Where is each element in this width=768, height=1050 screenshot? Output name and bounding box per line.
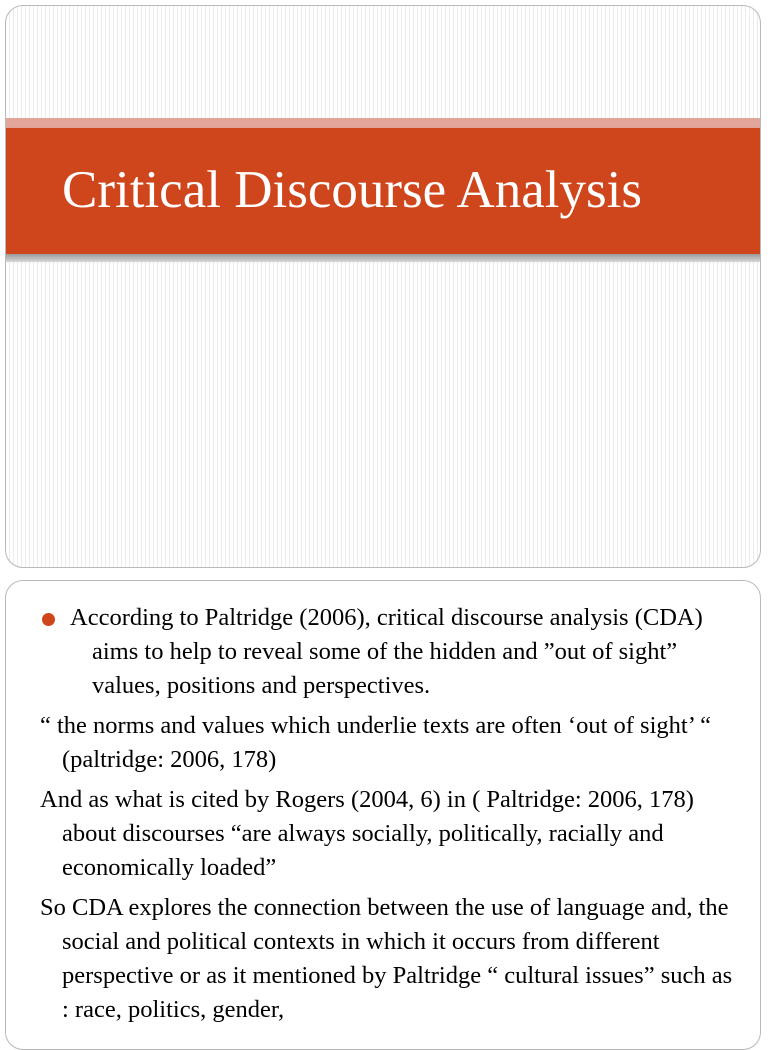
title-band-shadow <box>6 254 760 262</box>
paragraph-text: According to Paltridge (2006), critical discourse analysis (CDA) aims to help to reveal some of the hidden and ”out of sight” values, positions and perspectives. <box>70 604 703 699</box>
citation-paragraph: And as what is cited by Rogers (2004, 6) in ( Paltridge: 2006, 178) about discourses “are always socially, politically, racially and economically loaded” <box>40 786 694 881</box>
quote-paragraph: “ the norms and values which underlie texts are often ‘out of sight’ “ (paltridge: 2006, 178) <box>40 712 712 773</box>
title-slide <box>5 5 761 568</box>
summary-paragraph: So CDA explores the connection between the use of language and, the social and political contexts in which it occurs from different perspective or as it mentioned by Paltridge “ cultural issues” such as : race, politics, gender, <box>40 894 733 1023</box>
slide-title: Critical Discourse Analysis <box>62 161 642 219</box>
title-band <box>6 128 760 254</box>
bullet-dot-icon <box>42 613 55 626</box>
content-slide <box>5 580 761 1050</box>
slide-body <box>40 601 740 1033</box>
bullet-paragraph <box>40 601 740 703</box>
title-band-highlight <box>6 118 760 128</box>
